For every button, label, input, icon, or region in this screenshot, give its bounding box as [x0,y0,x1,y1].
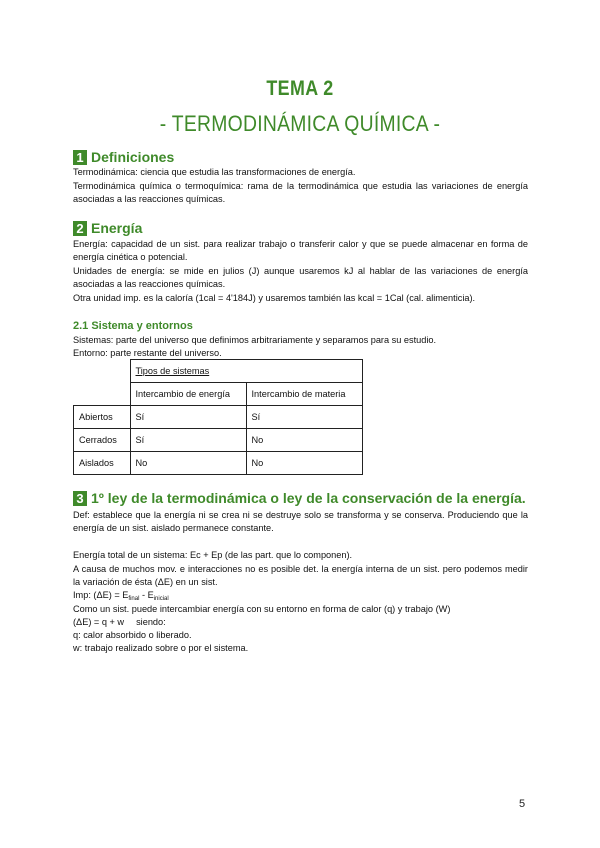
table-group-header: Tipos de sistemas [130,360,362,383]
paragraph: Termodinámica química o termoquímica: rama de la termodinámica que estudia las variaciones de energía asociadas a las reacciones químicas. [73,181,528,205]
page-subtitle: - TERMODINÁMICA QUÍMICA - [159,111,441,136]
table-cell: No [246,452,362,475]
paragraph: Termodinámica: ciencia que estudia las transformaciones de energía. [73,167,356,177]
paragraph: Entorno: parte restante del universo. [73,348,222,358]
table-cell: Sí [130,406,246,429]
table-row [74,383,363,406]
section-heading-definiciones [73,149,174,165]
paragraph: A causa de muchos mov. e interacciones no es posible det. la energía interna de un sist. pero podemos medir la variación de ésta (ΔE) en un sist. [73,564,528,588]
table-row [74,429,363,452]
paragraph: Otra unidad imp. es la caloría (1cal = 4'184J) y usaremos también las kcal = 1Cal (cal. alimenticia). [73,293,476,303]
subsection-heading: 2.1 Sistema y entornos [73,320,193,332]
paragraph: Energía: capacidad de un sist. para realizar trabajo o transferir calor y que se puede almacenar en forma de energía cinética o potencial. [73,239,528,263]
section-title: Energía [91,220,143,236]
table-row-label: Cerrados [74,429,131,452]
table-cell [74,383,131,406]
table-cell: Sí [246,406,362,429]
paragraph-definition: Def: establece que la energía ni se crea ni se destruye solo se transforma y se conserva. Produciendo que la energía de un sist. aislado permanece constante. [73,510,528,534]
systems-table [73,359,363,475]
formula-line: Imp: $(\Delta E) = E_{final} - E_{inicial}$ [73,590,169,602]
paragraph: Energía total de un sistema: Ec + Ep (de las part. que lo componen). [73,550,353,560]
section-heading-primera-ley [73,490,526,506]
paragraph: q: calor absorbido o liberado. [73,630,192,640]
section-number-badge: 3 [73,491,87,506]
section-number-badge: 1 [73,150,87,165]
table-cell: No [130,452,246,475]
table-row [74,452,363,475]
paragraph: Unidades de energía: se mide en julios (J) aunque usaremos kJ al hablar de las variaciones de energía asociadas a las reacciones químicas. [73,266,528,290]
table-cell: No [246,429,362,452]
table-row [74,406,363,429]
table-cell [74,360,131,383]
table-row-label: Abiertos [74,406,131,429]
section-heading-energia [73,220,142,236]
paragraph: Sistemas: parte del universo que definimos arbitrariamente y separamos para su estudio. [73,335,437,345]
formula-line: (ΔE) = q + w siendo: [73,617,166,627]
page-title: TEMA 2 [266,77,334,100]
paragraph: w: trabajo realizado sobre o por el sistema. [73,643,249,653]
section-title: 1º ley de la termodinámica o ley de la conservación de la energía. [91,490,526,506]
section-number-badge: 2 [73,221,87,236]
table-row-label: Aislados [74,452,131,475]
paragraph: Como un sist. puede intercambiar energía con su entorno en forma de calor (q) y trabajo (W) [73,604,451,614]
table-column-header: Intercambio de energía [130,383,246,406]
section-title: Definiciones [91,149,175,165]
table-column-header: Intercambio de materia [246,383,362,406]
table-row [74,360,363,383]
table-cell: Sí [130,429,246,452]
page-number: 5 [519,798,526,810]
